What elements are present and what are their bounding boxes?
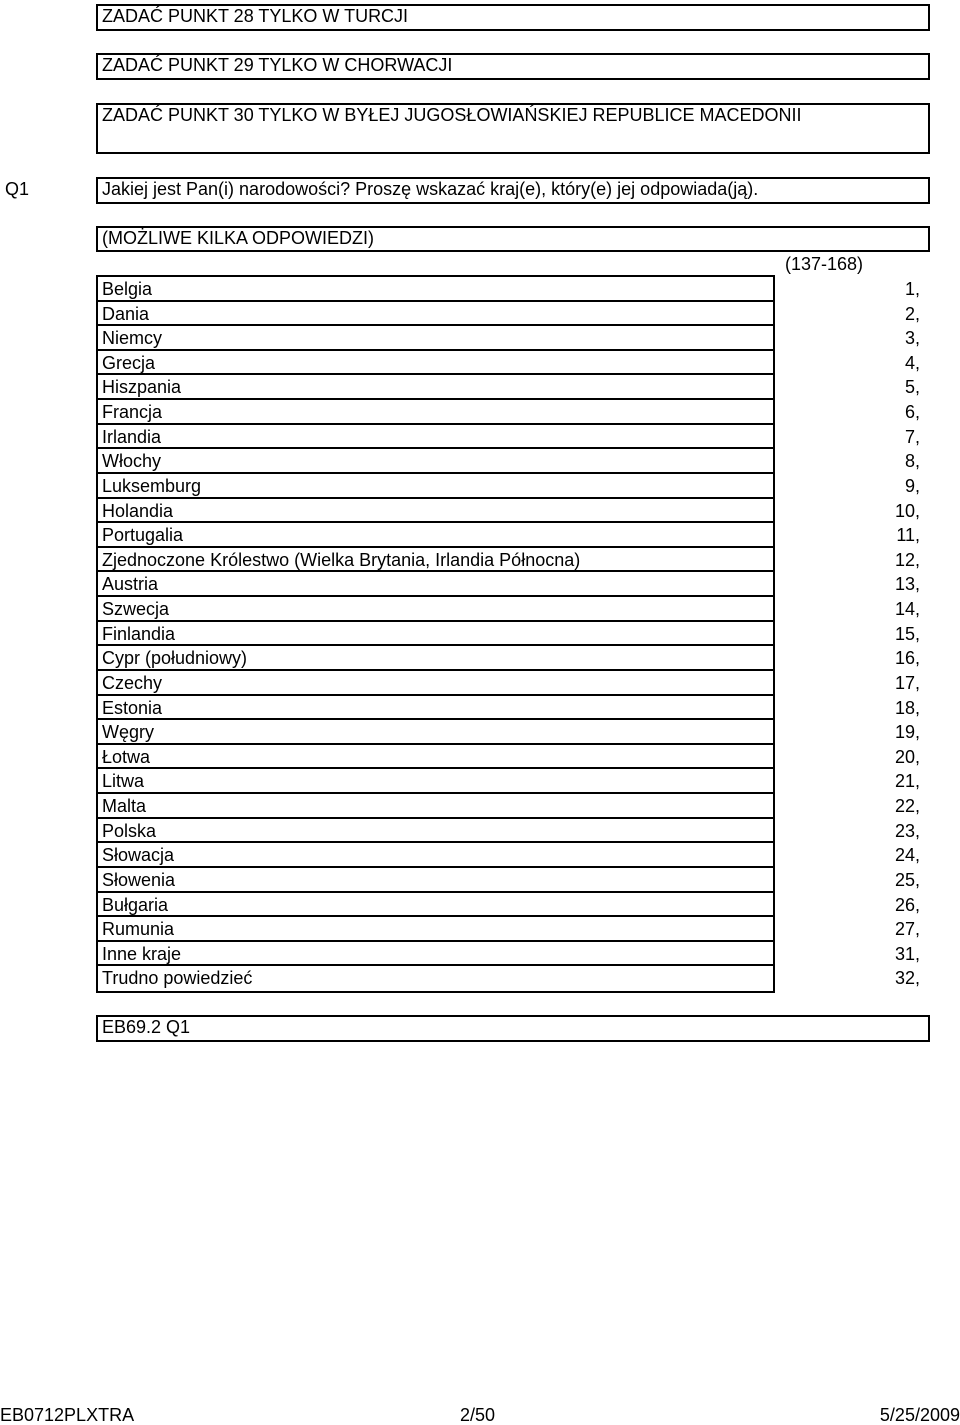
answer-row — [98, 622, 920, 647]
answer-row — [98, 966, 920, 991]
answer-label: Holandia — [102, 500, 174, 521]
answer-label: Włochy — [102, 451, 162, 472]
answer-row — [98, 720, 920, 745]
question-note: (MOŻLIWE KILKA ODPOWIEDZI) — [96, 226, 930, 252]
answer-label: Malta — [102, 796, 147, 817]
answer-row — [98, 893, 920, 918]
answer-code: 23, — [894, 820, 920, 841]
answer-row — [98, 375, 920, 400]
answer-label: Czechy — [102, 672, 163, 693]
answer-code: 17, — [894, 672, 920, 693]
answer-row — [98, 696, 920, 721]
answer-row — [98, 400, 920, 425]
answer-code: 22, — [894, 796, 920, 817]
answer-label: Szwecja — [102, 599, 170, 620]
answer-code: 19, — [894, 722, 920, 743]
answer-row — [98, 449, 920, 474]
answer-code: 18, — [894, 697, 920, 718]
answer-code: 3, — [904, 328, 920, 349]
answer-code: 12, — [894, 549, 920, 570]
answer-code: 11, — [896, 525, 920, 546]
answer-label: Rumunia — [102, 919, 175, 940]
answer-code: 1, — [904, 279, 920, 299]
answer-code: 32, — [894, 968, 920, 989]
answer-code: 9, — [904, 475, 920, 496]
answer-label: Bułgaria — [102, 894, 169, 915]
answer-code: 21, — [894, 771, 920, 792]
answer-row — [98, 646, 920, 671]
instruction-box-28: ZADAĆ PUNKT 28 TYLKO W TURCJI — [96, 4, 930, 31]
answer-code: 2, — [904, 303, 920, 324]
answer-label: Polska — [102, 820, 157, 841]
answer-code: 16, — [894, 648, 920, 669]
answer-label: Cypr (południowy) — [102, 648, 248, 669]
answer-row — [98, 326, 920, 351]
answer-row — [98, 819, 920, 844]
answer-label: Austria — [102, 574, 159, 595]
answer-label: Łotwa — [102, 746, 151, 767]
answer-label: Luksemburg — [102, 475, 202, 496]
answer-code: 13, — [894, 574, 920, 595]
answer-label: Finlandia — [102, 623, 176, 644]
footer-date: 5/25/2009 — [879, 1405, 960, 1425]
answer-label: Grecja — [102, 352, 156, 373]
answer-row — [98, 794, 920, 819]
answer-label: Węgry — [102, 722, 155, 743]
answer-label: Irlandia — [102, 426, 162, 447]
answer-code: 15, — [894, 623, 920, 644]
answer-code: 14, — [894, 599, 920, 620]
answer-code: 25, — [894, 869, 920, 890]
answer-label: Estonia — [102, 697, 163, 718]
answer-row — [98, 425, 920, 450]
answer-code: 8, — [904, 451, 920, 472]
answer-row — [98, 474, 920, 499]
answer-code: 6, — [904, 402, 920, 423]
answer-code: 31, — [894, 943, 920, 964]
answer-code: 20, — [894, 746, 920, 767]
answer-row — [98, 523, 920, 548]
answer-row — [98, 745, 920, 770]
answer-code: 5, — [904, 377, 920, 398]
answer-code: 27, — [894, 919, 920, 940]
answer-code: 26, — [894, 894, 920, 915]
answer-row — [98, 597, 920, 622]
answer-label: Portugalia — [102, 525, 184, 546]
answer-code: 10, — [894, 500, 920, 521]
answer-row — [98, 572, 920, 597]
source-reference: EB69.2 Q1 — [96, 1015, 930, 1042]
answer-code: 7, — [904, 426, 920, 447]
answer-row — [98, 548, 920, 573]
question-code: Q1 — [5, 179, 30, 199]
answer-label: Belgia — [102, 279, 153, 299]
answer-label: Niemcy — [102, 328, 163, 349]
answer-label: Słowenia — [102, 869, 176, 890]
answer-list — [96, 275, 920, 993]
instruction-box-29: ZADAĆ PUNKT 29 TYLKO W CHORWACJI — [96, 53, 930, 80]
answer-row — [98, 868, 920, 893]
answer-label: Trudno powiedzieć — [102, 968, 253, 989]
answer-label: Słowacja — [102, 845, 175, 866]
answer-label: Litwa — [102, 771, 145, 792]
answer-code: 4, — [904, 352, 920, 373]
answer-code: 24, — [894, 845, 920, 866]
answer-row — [98, 351, 920, 376]
question-text: Jakiej jest Pan(i) narodowości? Proszę wskazać kraj(e), który(e) jej odpowiada(ją). — [96, 177, 930, 204]
answer-row — [98, 769, 920, 794]
footer-survey-id: EB0712PLXTRA — [0, 1405, 135, 1425]
code-range: (137-168) — [784, 254, 863, 274]
answer-row — [98, 843, 920, 868]
answer-row — [98, 671, 920, 696]
answer-row — [98, 917, 920, 942]
answer-label: Inne kraje — [102, 943, 182, 964]
answer-label: Francja — [102, 402, 163, 423]
answer-label: Hiszpania — [102, 377, 182, 398]
footer-page-number: 2/50 — [460, 1405, 496, 1425]
answer-label: Dania — [102, 303, 150, 324]
answer-row — [98, 302, 920, 327]
answer-row — [98, 277, 920, 302]
answer-row — [98, 942, 920, 967]
answer-row — [98, 499, 920, 524]
instruction-box-30: ZADAĆ PUNKT 30 TYLKO W BYŁEJ JUGOSŁOWIAŃSKIEJ REPUBLICE MACEDONII — [96, 103, 930, 154]
answer-label: Zjednoczone Królestwo (Wielka Brytania, Irlandia Północna) — [102, 549, 581, 570]
